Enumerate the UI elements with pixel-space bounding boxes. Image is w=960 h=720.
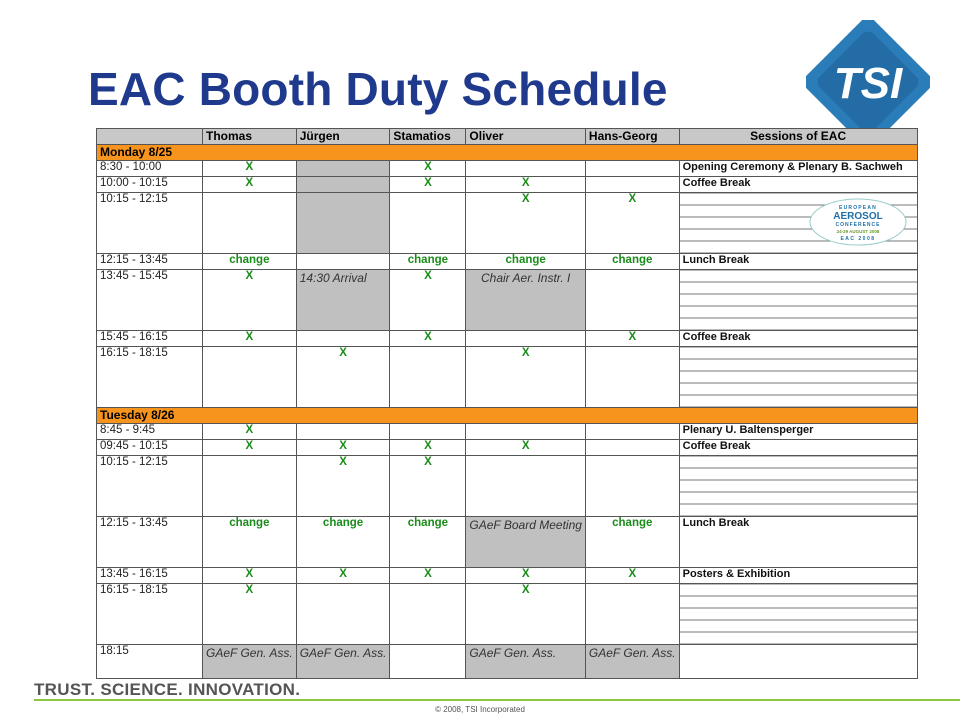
- duty-cell: X: [203, 177, 297, 193]
- duty-cell: change: [585, 517, 679, 568]
- table-row: [97, 193, 918, 254]
- header-sessions: Sessions of EAC: [679, 129, 917, 145]
- time-cell: 12:15 - 13:45: [97, 517, 203, 568]
- table-row: [97, 517, 918, 568]
- duty-cell: X: [296, 440, 390, 456]
- duty-cell: [585, 270, 679, 331]
- duty-cell: change: [296, 517, 390, 568]
- time-cell: 09:45 - 10:15: [97, 440, 203, 456]
- duty-cell: change: [390, 517, 466, 568]
- day-row-tuesday: [97, 408, 918, 424]
- duty-cell: X: [296, 568, 390, 584]
- table-row: [97, 177, 918, 193]
- duty-cell: [466, 161, 586, 177]
- duty-cell: [296, 254, 390, 270]
- table-row: [97, 331, 918, 347]
- time-cell: 13:45 - 16:15: [97, 568, 203, 584]
- header-row: [97, 129, 918, 145]
- time-cell: 15:45 - 16:15: [97, 331, 203, 347]
- duty-cell: X: [390, 177, 466, 193]
- duty-cell: GAeF Board Meeting: [466, 517, 586, 568]
- duty-cell: X: [203, 331, 297, 347]
- duty-cell: change: [203, 517, 297, 568]
- duty-cell: [585, 440, 679, 456]
- eac-conference-logo: [808, 197, 908, 247]
- header-stamatios: Stamatios: [390, 129, 466, 145]
- duty-cell: X: [203, 440, 297, 456]
- tsi-logo: [806, 20, 930, 144]
- session-cell: [679, 456, 917, 517]
- duty-cell: GAeF Gen. Ass.: [466, 645, 586, 679]
- duty-cell: X: [390, 161, 466, 177]
- session-cell: [679, 347, 917, 408]
- duty-cell: [296, 161, 390, 177]
- duty-cell: [390, 584, 466, 645]
- duty-cell: X: [585, 568, 679, 584]
- page-title: EAC Booth Duty Schedule: [88, 63, 668, 115]
- session-cell: Lunch Break: [679, 254, 917, 270]
- duty-cell: [585, 347, 679, 408]
- duty-cell: [390, 347, 466, 408]
- table-row: [97, 347, 918, 408]
- header-time: [97, 129, 203, 145]
- session-cell: [679, 584, 917, 645]
- duty-cell: X: [390, 270, 466, 331]
- time-cell: 10:15 - 12:15: [97, 193, 203, 254]
- duty-cell: [585, 177, 679, 193]
- time-cell: 18:15: [97, 645, 203, 679]
- day-label: Tuesday 8/26: [97, 408, 918, 424]
- time-cell: 10:15 - 12:15: [97, 456, 203, 517]
- duty-cell: [390, 424, 466, 440]
- duty-cell: [203, 193, 297, 254]
- duty-cell: X: [203, 584, 297, 645]
- duty-cell: X: [390, 568, 466, 584]
- header-thomas: Thomas: [203, 129, 297, 145]
- time-cell: 8:30 - 10:00: [97, 161, 203, 177]
- duty-cell: X: [203, 270, 297, 331]
- header-juergen: Jürgen: [296, 129, 390, 145]
- table-row: [97, 440, 918, 456]
- duty-cell: GAeF Gen. Ass.: [296, 645, 390, 679]
- table-row: [97, 161, 918, 177]
- session-cell: Posters & Exhibition: [679, 568, 917, 584]
- table-row: [97, 645, 918, 679]
- duty-cell: X: [203, 161, 297, 177]
- table-row: [97, 584, 918, 645]
- duty-cell: X: [390, 456, 466, 517]
- duty-cell: X: [585, 331, 679, 347]
- time-cell: 8:45 - 9:45: [97, 424, 203, 440]
- header-hans-georg: Hans-Georg: [585, 129, 679, 145]
- duty-cell: X: [466, 440, 586, 456]
- duty-cell: [203, 456, 297, 517]
- duty-cell: X: [466, 177, 586, 193]
- duty-cell: [585, 584, 679, 645]
- time-cell: 16:15 - 18:15: [97, 347, 203, 408]
- duty-cell: [466, 456, 586, 517]
- duty-cell: [466, 331, 586, 347]
- duty-cell: X: [466, 347, 586, 408]
- session-cell: Opening Ceremony & Plenary B. Sachweh: [679, 161, 917, 177]
- duty-cell: X: [466, 584, 586, 645]
- session-cell: [679, 193, 917, 254]
- duty-cell: [203, 347, 297, 408]
- session-cell: [679, 645, 917, 679]
- time-cell: 12:15 - 13:45: [97, 254, 203, 270]
- eac-logo-line2: AEROSOL: [832, 211, 883, 222]
- header-oliver: Oliver: [466, 129, 586, 145]
- duty-cell: X: [390, 440, 466, 456]
- time-cell: 13:45 - 15:45: [97, 270, 203, 331]
- table-row: [97, 270, 918, 331]
- table-row: [97, 456, 918, 517]
- eac-logo-line1: EUROPEAN: [838, 205, 877, 211]
- duty-cell: X: [203, 424, 297, 440]
- duty-cell: change: [203, 254, 297, 270]
- day-label: Monday 8/25: [97, 145, 918, 161]
- duty-cell: [390, 645, 466, 679]
- duty-cell: [585, 456, 679, 517]
- duty-cell: X: [390, 331, 466, 347]
- eac-logo-line5: EAC 2008: [840, 236, 876, 242]
- footer-tagline: TRUST. SCIENCE. INNOVATION.: [34, 680, 301, 699]
- time-cell: 10:00 - 10:15: [97, 177, 203, 193]
- session-cell: Coffee Break: [679, 331, 917, 347]
- footer-copyright: © 2008, TSI Incorporated: [435, 705, 525, 714]
- session-cell: [679, 270, 917, 331]
- duty-cell: [585, 424, 679, 440]
- duty-cell: 14:30 Arrival: [296, 270, 390, 331]
- session-cell: Coffee Break: [679, 177, 917, 193]
- duty-cell: [296, 584, 390, 645]
- duty-cell: [296, 424, 390, 440]
- duty-cell: X: [466, 568, 586, 584]
- session-cell: Coffee Break: [679, 440, 917, 456]
- time-cell: 16:15 - 18:15: [97, 584, 203, 645]
- duty-cell: [296, 193, 390, 254]
- session-cell: Plenary U. Baltensperger: [679, 424, 917, 440]
- footer-divider: [34, 699, 960, 701]
- duty-cell: X: [296, 456, 390, 517]
- duty-cell: change: [390, 254, 466, 270]
- table-row: [97, 254, 918, 270]
- duty-cell: [466, 424, 586, 440]
- duty-cell: X: [296, 347, 390, 408]
- duty-cell: X: [585, 193, 679, 254]
- table-row: [97, 424, 918, 440]
- duty-cell: [296, 331, 390, 347]
- session-cell: Lunch Break: [679, 517, 917, 568]
- duty-cell: GAeF Gen. Ass.: [203, 645, 297, 679]
- duty-cell: change: [585, 254, 679, 270]
- eac-logo-line3: CONFERENCE: [835, 222, 881, 228]
- duty-cell: [390, 193, 466, 254]
- duty-cell: X: [466, 193, 586, 254]
- day-row-monday: [97, 145, 918, 161]
- duty-cell: [585, 161, 679, 177]
- duty-cell: [296, 177, 390, 193]
- schedule-table: [96, 128, 918, 679]
- table-row: [97, 568, 918, 584]
- tsi-logo-text: TSI: [833, 59, 903, 108]
- eac-logo-line4: 24-29 AUGUST 2008: [836, 229, 880, 234]
- duty-cell: change: [466, 254, 586, 270]
- duty-cell: GAeF Gen. Ass.: [585, 645, 679, 679]
- duty-cell: X: [203, 568, 297, 584]
- duty-cell: Chair Aer. Instr. I: [466, 270, 586, 331]
